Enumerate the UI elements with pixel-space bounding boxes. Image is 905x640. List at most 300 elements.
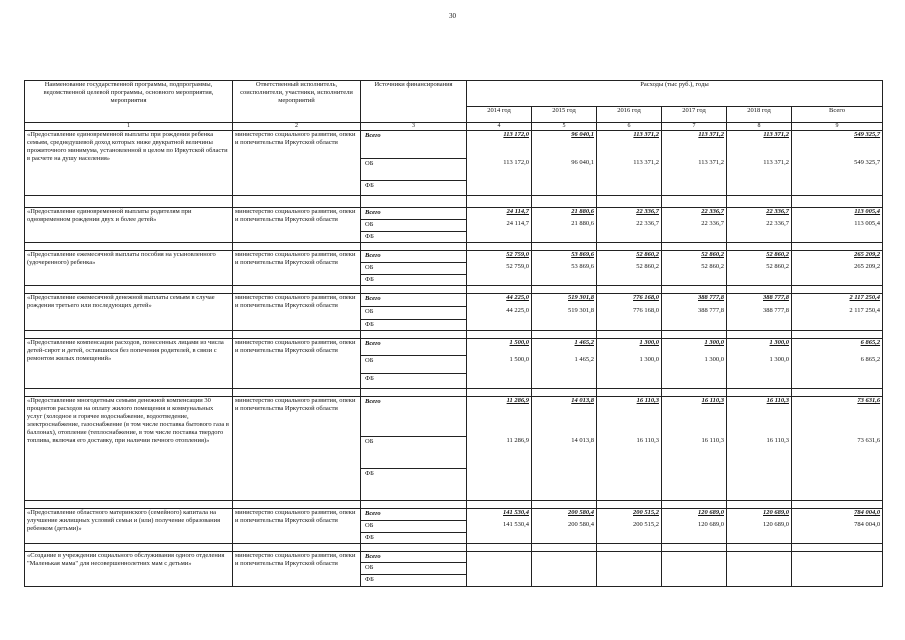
year-total-value xyxy=(467,339,532,356)
year-total-value xyxy=(727,397,792,437)
regional-budget-value: 96 040,1 xyxy=(532,159,597,181)
spacer-cell xyxy=(361,331,467,339)
spacer-cell xyxy=(532,286,597,294)
year-total-value xyxy=(727,208,792,220)
table-row xyxy=(25,552,883,563)
source-fb-label: ФБ xyxy=(365,534,374,541)
spacer-cell xyxy=(727,331,792,339)
regional-budget-value: 24 114,7 xyxy=(467,220,532,232)
regional-budget-value: 21 880,6 xyxy=(532,220,597,232)
spacer-cell xyxy=(25,389,233,397)
regional-budget-value xyxy=(532,563,597,575)
total-amount: 14 013,8 xyxy=(571,397,594,404)
spacer-cell xyxy=(727,501,792,509)
table-row xyxy=(25,294,883,307)
spacer-cell xyxy=(597,243,662,251)
spacer-cell xyxy=(792,389,883,397)
total-amount: 16 110,3 xyxy=(766,397,789,404)
table-row xyxy=(25,251,883,263)
federal-budget-value xyxy=(727,374,792,389)
total-amount: 22 336,7 xyxy=(766,208,789,215)
spacer-cell xyxy=(233,389,361,397)
grand-total-value xyxy=(792,509,883,521)
spacer-cell xyxy=(467,544,532,552)
regional-budget-value: 1 300,0 xyxy=(662,356,727,374)
regional-budget-value xyxy=(467,563,532,575)
measure-name: «Предоставление ежемесячной выплаты пособия на усыновленного (удочеренного) ребенка» xyxy=(25,251,233,286)
source-ob-label: ОБ xyxy=(365,564,374,571)
source-total-label: Всего xyxy=(365,132,381,139)
source-ob-label: ОБ xyxy=(365,438,374,445)
source-ob-label: ОБ xyxy=(365,160,374,167)
year-total-value xyxy=(532,208,597,220)
responsible-executor: министерство социального развития, опеки и попечительства Иркутской области xyxy=(233,251,361,286)
regional-budget-value: 113 371,2 xyxy=(662,159,727,181)
table-row xyxy=(25,208,883,220)
year-total-value xyxy=(597,251,662,263)
federal-budget-value xyxy=(662,469,727,501)
grand-total-value xyxy=(792,251,883,263)
spacer-cell xyxy=(25,286,233,294)
total-amount: 24 114,7 xyxy=(506,208,529,215)
spacer-cell xyxy=(662,331,727,339)
source-total-label: Всего xyxy=(365,252,381,259)
total-amount: 22 336,7 xyxy=(701,208,724,215)
year-total-value xyxy=(727,552,792,563)
header-expenses: Расходы (тыс руб.), годы xyxy=(467,81,883,107)
federal-budget-value xyxy=(467,181,532,196)
spacer-cell xyxy=(597,331,662,339)
table-row xyxy=(25,509,883,521)
federal-budget-value xyxy=(597,575,662,587)
source-total-cell xyxy=(361,208,467,220)
federal-budget-value xyxy=(792,533,883,544)
total-amount: 16 110,3 xyxy=(636,397,659,404)
source-ob-label: ОБ xyxy=(365,357,374,364)
header-year: 2017 год xyxy=(662,107,727,123)
header-name: Наименование государственной программы, подпрограммы, ведомственной целевой программы, основного мероприятия, мероприятия xyxy=(25,81,233,123)
source-total-label: Всего xyxy=(365,553,381,560)
federal-budget-value xyxy=(467,374,532,389)
total-amount: 113 005,4 xyxy=(854,208,881,215)
regional-budget-value: 1 465,2 xyxy=(532,356,597,374)
spacer-cell xyxy=(662,544,727,552)
regional-budget-value: 52 860,2 xyxy=(597,263,662,275)
federal-budget-value xyxy=(662,181,727,196)
year-total-value xyxy=(662,294,727,307)
column-number: 3 xyxy=(361,123,467,131)
federal-budget-value xyxy=(597,533,662,544)
regional-budget-value: 113 371,2 xyxy=(597,159,662,181)
total-amount: 16 110,3 xyxy=(701,397,724,404)
total-amount: 52 860,2 xyxy=(636,251,659,258)
spacer-cell xyxy=(467,331,532,339)
federal-budget-value xyxy=(792,275,883,286)
measure-name: «Предоставление ежемесячной денежной выплаты семьям в случае рождения третьего или последующих детей» xyxy=(25,294,233,331)
source-fb-label: ФБ xyxy=(365,233,374,240)
spacer-cell xyxy=(361,286,467,294)
responsible-executor: министерство социального развития, опеки и попечительства Иркутской области xyxy=(233,131,361,196)
source-fb-label: ФБ xyxy=(365,276,374,283)
spacer-cell xyxy=(25,243,233,251)
federal-budget-value xyxy=(532,533,597,544)
federal-budget-value xyxy=(597,275,662,286)
header-source: Источники финансирования xyxy=(361,81,467,123)
table-row xyxy=(25,339,883,356)
source-total-label: Всего xyxy=(365,510,381,517)
source-fb-label: ФБ xyxy=(365,576,374,583)
measure-name: «Предоставление единовременной выплаты при рождении ребенка семьям, среднедушевой доход которых ниже двукратной величины прожиточного минимума, установленной в целом по Иркутской области в расчете на душу населения» xyxy=(25,131,233,196)
source-fb-cell xyxy=(361,469,467,501)
total-amount: 44 225,0 xyxy=(506,294,529,301)
source-fb-cell xyxy=(361,575,467,587)
year-total-value xyxy=(467,294,532,307)
responsible-executor: министерство социального развития, опеки и попечительства Иркутской области xyxy=(233,397,361,501)
regional-budget-value: 2 117 250,4 xyxy=(792,307,883,320)
source-total-cell xyxy=(361,552,467,563)
spacer-cell xyxy=(361,544,467,552)
source-total-cell xyxy=(361,339,467,356)
federal-budget-value xyxy=(467,533,532,544)
source-total-cell xyxy=(361,131,467,159)
federal-budget-value xyxy=(467,232,532,243)
spacer-cell xyxy=(662,389,727,397)
federal-budget-value xyxy=(727,469,792,501)
regional-budget-value: 53 869,6 xyxy=(532,263,597,275)
regional-budget-value: 784 004,0 xyxy=(792,521,883,533)
responsible-executor: министерство социального развития, опеки и попечительства Иркутской области xyxy=(233,509,361,544)
federal-budget-value xyxy=(532,232,597,243)
spacer-cell xyxy=(597,501,662,509)
regional-budget-value: 1 300,0 xyxy=(727,356,792,374)
column-number: 6 xyxy=(597,123,662,131)
column-number: 2 xyxy=(233,123,361,131)
source-fb-label: ФБ xyxy=(365,182,374,189)
spacer-cell xyxy=(532,389,597,397)
year-total-value xyxy=(532,552,597,563)
spacer-cell xyxy=(361,389,467,397)
spacer-cell xyxy=(467,243,532,251)
regional-budget-value xyxy=(662,563,727,575)
total-amount: 53 869,6 xyxy=(571,251,594,258)
total-amount: 21 880,6 xyxy=(571,208,594,215)
federal-budget-value xyxy=(662,320,727,331)
row-spacer xyxy=(25,286,883,294)
spacer-cell xyxy=(233,243,361,251)
source-total-label: Всего xyxy=(365,340,381,347)
regional-budget-value: 113 371,2 xyxy=(727,159,792,181)
regional-budget-value: 265 209,2 xyxy=(792,263,883,275)
year-total-value xyxy=(597,131,662,159)
regional-budget-value: 113 005,4 xyxy=(792,220,883,232)
spacer-cell xyxy=(233,544,361,552)
total-amount: 784 004,0 xyxy=(854,509,881,516)
expenses-table xyxy=(24,80,883,587)
source-fb-cell xyxy=(361,181,467,196)
year-total-value xyxy=(467,208,532,220)
federal-budget-value xyxy=(662,575,727,587)
spacer-cell xyxy=(597,389,662,397)
federal-budget-value xyxy=(467,469,532,501)
spacer-cell xyxy=(532,544,597,552)
year-total-value xyxy=(662,339,727,356)
total-amount: 73 631,6 xyxy=(857,397,881,404)
total-amount: 1 300,0 xyxy=(704,339,724,346)
total-amount: 96 040,1 xyxy=(571,131,594,138)
spacer-cell xyxy=(792,331,883,339)
total-amount: 2 117 250,4 xyxy=(849,294,881,301)
spacer-cell xyxy=(233,501,361,509)
year-total-value xyxy=(727,339,792,356)
regional-budget-value: 52 759,0 xyxy=(467,263,532,275)
total-amount: 113 371,2 xyxy=(633,131,659,138)
table-row xyxy=(25,397,883,437)
spacer-cell xyxy=(727,389,792,397)
federal-budget-value xyxy=(467,275,532,286)
total-amount: 549 325,7 xyxy=(854,131,881,138)
total-amount: 6 865,2 xyxy=(860,339,881,346)
measure-name: «Предоставление многодетным семьям денежной компенсации 30 процентов расходов на оплату жилого помещения и коммунальных услуг (холодное и горячее водоснабжение, водоотведение, электроснабжение, газоснабжение (в том числе поставка бытового газа в баллонах), отопление (теплоснабжение, в том числе поставка твердого топлива, включая его доставку, при наличии печного отопления)» xyxy=(25,397,233,501)
regional-budget-value: 519 301,8 xyxy=(532,307,597,320)
row-spacer xyxy=(25,196,883,208)
spacer-cell xyxy=(727,243,792,251)
regional-budget-value: 113 172,0 xyxy=(467,159,532,181)
federal-budget-value xyxy=(662,374,727,389)
year-total-value xyxy=(532,294,597,307)
total-amount: 200 580,4 xyxy=(568,509,594,516)
federal-budget-value xyxy=(532,469,597,501)
year-total-value xyxy=(662,251,727,263)
spacer-cell xyxy=(25,196,233,208)
spacer-cell xyxy=(233,286,361,294)
federal-budget-value xyxy=(532,575,597,587)
header-year: 2014 год xyxy=(467,107,532,123)
spacer-cell xyxy=(597,196,662,208)
measure-name: «Создание в учреждении социального обслуживания одного отделения "Маленькая мама" для несовершеннолетних мам с детьми» xyxy=(25,552,233,587)
spacer-cell xyxy=(25,501,233,509)
federal-budget-value xyxy=(792,575,883,587)
regional-budget-value: 16 110,3 xyxy=(597,437,662,469)
year-total-value xyxy=(597,509,662,521)
source-fb-label: ФБ xyxy=(365,375,374,382)
total-amount: 1 300,0 xyxy=(639,339,659,346)
spacer-cell xyxy=(361,196,467,208)
spacer-cell xyxy=(25,544,233,552)
year-total-value xyxy=(597,294,662,307)
federal-budget-value xyxy=(727,181,792,196)
source-fb-label: ФБ xyxy=(365,470,374,477)
federal-budget-value xyxy=(662,232,727,243)
responsible-executor: министерство социального развития, опеки и попечительства Иркутской области xyxy=(233,552,361,587)
year-total-value xyxy=(662,208,727,220)
spacer-cell xyxy=(792,196,883,208)
year-total-value xyxy=(727,251,792,263)
spacer-cell xyxy=(662,196,727,208)
total-amount: 22 336,7 xyxy=(636,208,659,215)
spacer-cell xyxy=(662,286,727,294)
regional-budget-value: 11 286,9 xyxy=(467,437,532,469)
source-total-cell xyxy=(361,397,467,437)
spacer-cell xyxy=(532,331,597,339)
spacer-cell xyxy=(662,243,727,251)
regional-budget-value: 52 860,2 xyxy=(727,263,792,275)
regional-budget-value: 22 336,7 xyxy=(662,220,727,232)
regional-budget-value xyxy=(792,563,883,575)
regional-budget-value: 120 689,0 xyxy=(727,521,792,533)
regional-budget-value: 388 777,8 xyxy=(727,307,792,320)
spacer-cell xyxy=(597,544,662,552)
regional-budget-value xyxy=(727,563,792,575)
total-amount: 52 860,2 xyxy=(701,251,724,258)
header-executor: Ответственный исполнитель, соисполнители, участники, исполнители мероприятий xyxy=(233,81,361,123)
federal-budget-value xyxy=(792,374,883,389)
spacer-cell xyxy=(532,196,597,208)
source-ob-cell xyxy=(361,307,467,320)
spacer-cell xyxy=(233,196,361,208)
regional-budget-value: 388 777,8 xyxy=(662,307,727,320)
header-year: 2016 год xyxy=(597,107,662,123)
federal-budget-value xyxy=(792,181,883,196)
regional-budget-value: 141 530,4 xyxy=(467,521,532,533)
total-amount: 52 860,2 xyxy=(766,251,789,258)
federal-budget-value xyxy=(597,469,662,501)
federal-budget-value xyxy=(532,275,597,286)
spacer-cell xyxy=(467,389,532,397)
source-fb-label: ФБ xyxy=(365,321,374,328)
source-ob-cell xyxy=(361,159,467,181)
source-fb-cell xyxy=(361,320,467,331)
source-ob-label: ОБ xyxy=(365,522,374,529)
responsible-executor: министерство социального развития, опеки и попечительства Иркутской области xyxy=(233,339,361,389)
column-number: 5 xyxy=(532,123,597,131)
federal-budget-value xyxy=(597,320,662,331)
spacer-cell xyxy=(727,196,792,208)
total-amount: 265 209,2 xyxy=(854,251,881,258)
row-spacer xyxy=(25,501,883,509)
source-ob-cell xyxy=(361,356,467,374)
year-total-value xyxy=(727,509,792,521)
spacer-cell xyxy=(532,243,597,251)
federal-budget-value xyxy=(597,232,662,243)
source-ob-label: ОБ xyxy=(365,264,374,271)
federal-budget-value xyxy=(467,575,532,587)
source-ob-cell xyxy=(361,563,467,575)
regional-budget-value: 549 325,7 xyxy=(792,159,883,181)
spacer-cell xyxy=(727,544,792,552)
total-amount: 113 172,0 xyxy=(503,131,529,138)
source-fb-cell xyxy=(361,275,467,286)
total-amount: 388 777,8 xyxy=(763,294,789,301)
regional-budget-value xyxy=(597,563,662,575)
year-total-value xyxy=(467,509,532,521)
header-year: 2015 год xyxy=(532,107,597,123)
header-year: 2018 год xyxy=(727,107,792,123)
regional-budget-value: 73 631,6 xyxy=(792,437,883,469)
year-total-value xyxy=(727,131,792,159)
federal-budget-value xyxy=(727,275,792,286)
total-amount: 120 689,0 xyxy=(763,509,789,516)
federal-budget-value xyxy=(467,320,532,331)
responsible-executor: министерство социального развития, опеки и попечительства Иркутской области xyxy=(233,208,361,243)
spacer-cell xyxy=(233,331,361,339)
federal-budget-value xyxy=(727,320,792,331)
grand-total-value xyxy=(792,552,883,563)
year-total-value xyxy=(597,397,662,437)
spacer-cell xyxy=(597,286,662,294)
row-spacer xyxy=(25,243,883,251)
year-total-value xyxy=(532,339,597,356)
year-total-value xyxy=(467,251,532,263)
spacer-cell xyxy=(532,501,597,509)
source-ob-cell xyxy=(361,521,467,533)
regional-budget-value: 200 580,4 xyxy=(532,521,597,533)
page-number: 30 xyxy=(449,12,456,20)
regional-budget-value: 120 689,0 xyxy=(662,521,727,533)
total-amount: 1 300,0 xyxy=(769,339,789,346)
total-amount: 388 777,8 xyxy=(698,294,724,301)
total-amount: 776 168,0 xyxy=(633,294,659,301)
year-total-value xyxy=(532,251,597,263)
regional-budget-value: 16 110,3 xyxy=(727,437,792,469)
regional-budget-value: 1 500,0 xyxy=(467,356,532,374)
regional-budget-value: 776 168,0 xyxy=(597,307,662,320)
federal-budget-value xyxy=(792,232,883,243)
row-spacer xyxy=(25,331,883,339)
column-number: 7 xyxy=(662,123,727,131)
year-total-value xyxy=(662,509,727,521)
federal-budget-value xyxy=(532,320,597,331)
spacer-cell xyxy=(792,501,883,509)
measure-name: «Предоставление компенсации расходов, понесенных лицами из числа детей-сирот и детей, оставшихся без попечения родителей, в связи с ремонтом жилых помещений» xyxy=(25,339,233,389)
regional-budget-value: 6 865,2 xyxy=(792,356,883,374)
spacer-cell xyxy=(361,243,467,251)
year-total-value xyxy=(597,208,662,220)
source-total-cell xyxy=(361,251,467,263)
year-total-value xyxy=(597,552,662,563)
spacer-cell xyxy=(467,286,532,294)
column-number: 1 xyxy=(25,123,233,131)
measure-name: «Предоставление единовременной выплаты родителям при одновременном рождении двух и более детей» xyxy=(25,208,233,243)
federal-budget-value xyxy=(597,181,662,196)
spacer-cell xyxy=(25,331,233,339)
total-amount: 52 759,0 xyxy=(506,251,529,258)
year-total-value xyxy=(532,397,597,437)
column-number: 9 xyxy=(792,123,883,131)
total-amount: 11 286,9 xyxy=(506,397,529,404)
total-amount: 113 371,2 xyxy=(763,131,789,138)
regional-budget-value: 22 336,7 xyxy=(727,220,792,232)
year-total-value xyxy=(467,397,532,437)
row-spacer xyxy=(25,544,883,552)
source-ob-cell xyxy=(361,263,467,275)
total-amount: 200 515,2 xyxy=(633,509,659,516)
federal-budget-value xyxy=(792,320,883,331)
table-body xyxy=(25,131,883,587)
spacer-cell xyxy=(467,501,532,509)
year-total-value xyxy=(597,339,662,356)
spacer-cell xyxy=(727,286,792,294)
year-total-value xyxy=(662,131,727,159)
year-total-value xyxy=(662,552,727,563)
source-total-cell xyxy=(361,294,467,307)
year-total-value xyxy=(532,131,597,159)
spacer-cell xyxy=(792,286,883,294)
year-total-value xyxy=(662,397,727,437)
source-ob-label: ОБ xyxy=(365,308,374,315)
source-total-cell xyxy=(361,509,467,521)
source-fb-cell xyxy=(361,232,467,243)
federal-budget-value xyxy=(662,275,727,286)
